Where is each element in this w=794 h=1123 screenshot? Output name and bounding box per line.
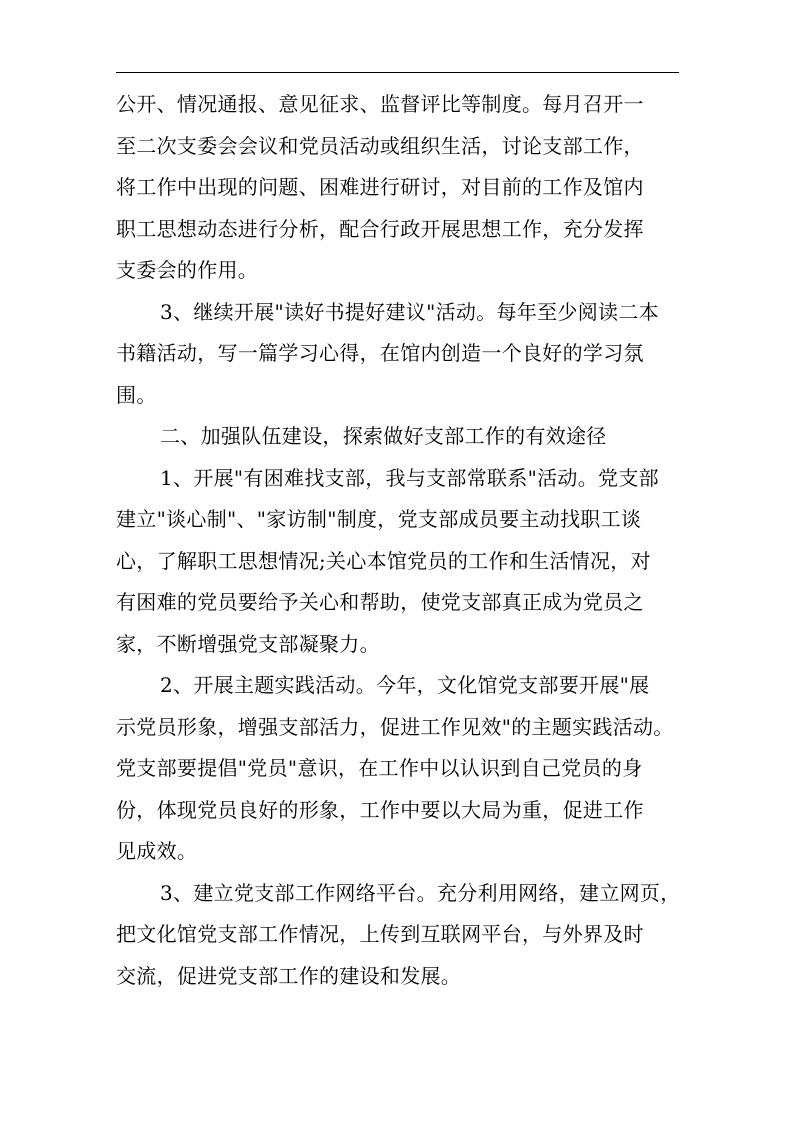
text-line: 将工作中出现的问题、困难进行研讨，对目前的工作及馆内 — [116, 175, 644, 199]
text-line: 职工思想动态进行分析，配合行政开展思想工作，充分发挥 — [116, 216, 644, 241]
text-line: 党支部要提倡"党员"意识，在工作中以认识到自己党员的身 — [116, 756, 643, 780]
text-line: 心，了解职工思想情况;关心本馆党员的工作和生活情况，对 — [116, 548, 651, 573]
document-body — [116, 84, 682, 997]
text-line: 示党员形象，增强支部活力，促进工作见效"的主题实践活动。 — [116, 714, 674, 739]
header-rule — [116, 72, 679, 73]
text-line: 围。 — [116, 382, 157, 407]
text-line: 3、继续开展"读好书提好建议"活动。每年至少阅读二本 — [160, 299, 659, 324]
text-line: 家，不断增强党支部凝聚力。 — [116, 631, 380, 656]
text-line: 支委会的作用。 — [116, 258, 259, 282]
text-line: 建立"谈心制"、"家访制"制度，党支部成员要主动找职工谈 — [116, 507, 642, 531]
text-line: 3、建立党支部工作网络平台。充分利用网络，建立网页， — [160, 880, 681, 905]
text-line: 把文化馆党支部工作情况，上传到互联网平台，与外界及时 — [116, 922, 644, 946]
text-line: 份，体现党员良好的形象，工作中要以大局为重，促进工作 — [116, 797, 644, 822]
text-line: 有困难的党员要给予关心和帮助，使党支部真正成为党员之 — [116, 590, 644, 614]
text-line: 见成效。 — [116, 839, 198, 863]
text-line: 书籍活动，写一篇学习心得，在馆内创造一个良好的学习氛 — [116, 341, 644, 365]
text-line: 公开、情况通报、意见征求、监督评比等制度。每月召开一 — [116, 92, 644, 116]
text-line: 1、开展"有困难找支部，我与支部常联系"活动。党支部 — [160, 465, 659, 490]
section-heading: 二、加强队伍建设，探索做好支部工作的有效途径 — [160, 424, 607, 448]
text-line: 2、开展主题实践活动。今年，文化馆党支部要开展"展 — [160, 673, 650, 697]
text-line: 至二次支委会会议和党员活动或组织生活，讨论支部工作， — [116, 133, 644, 158]
text-line: 交流，促进党支部工作的建设和发展。 — [116, 963, 462, 988]
